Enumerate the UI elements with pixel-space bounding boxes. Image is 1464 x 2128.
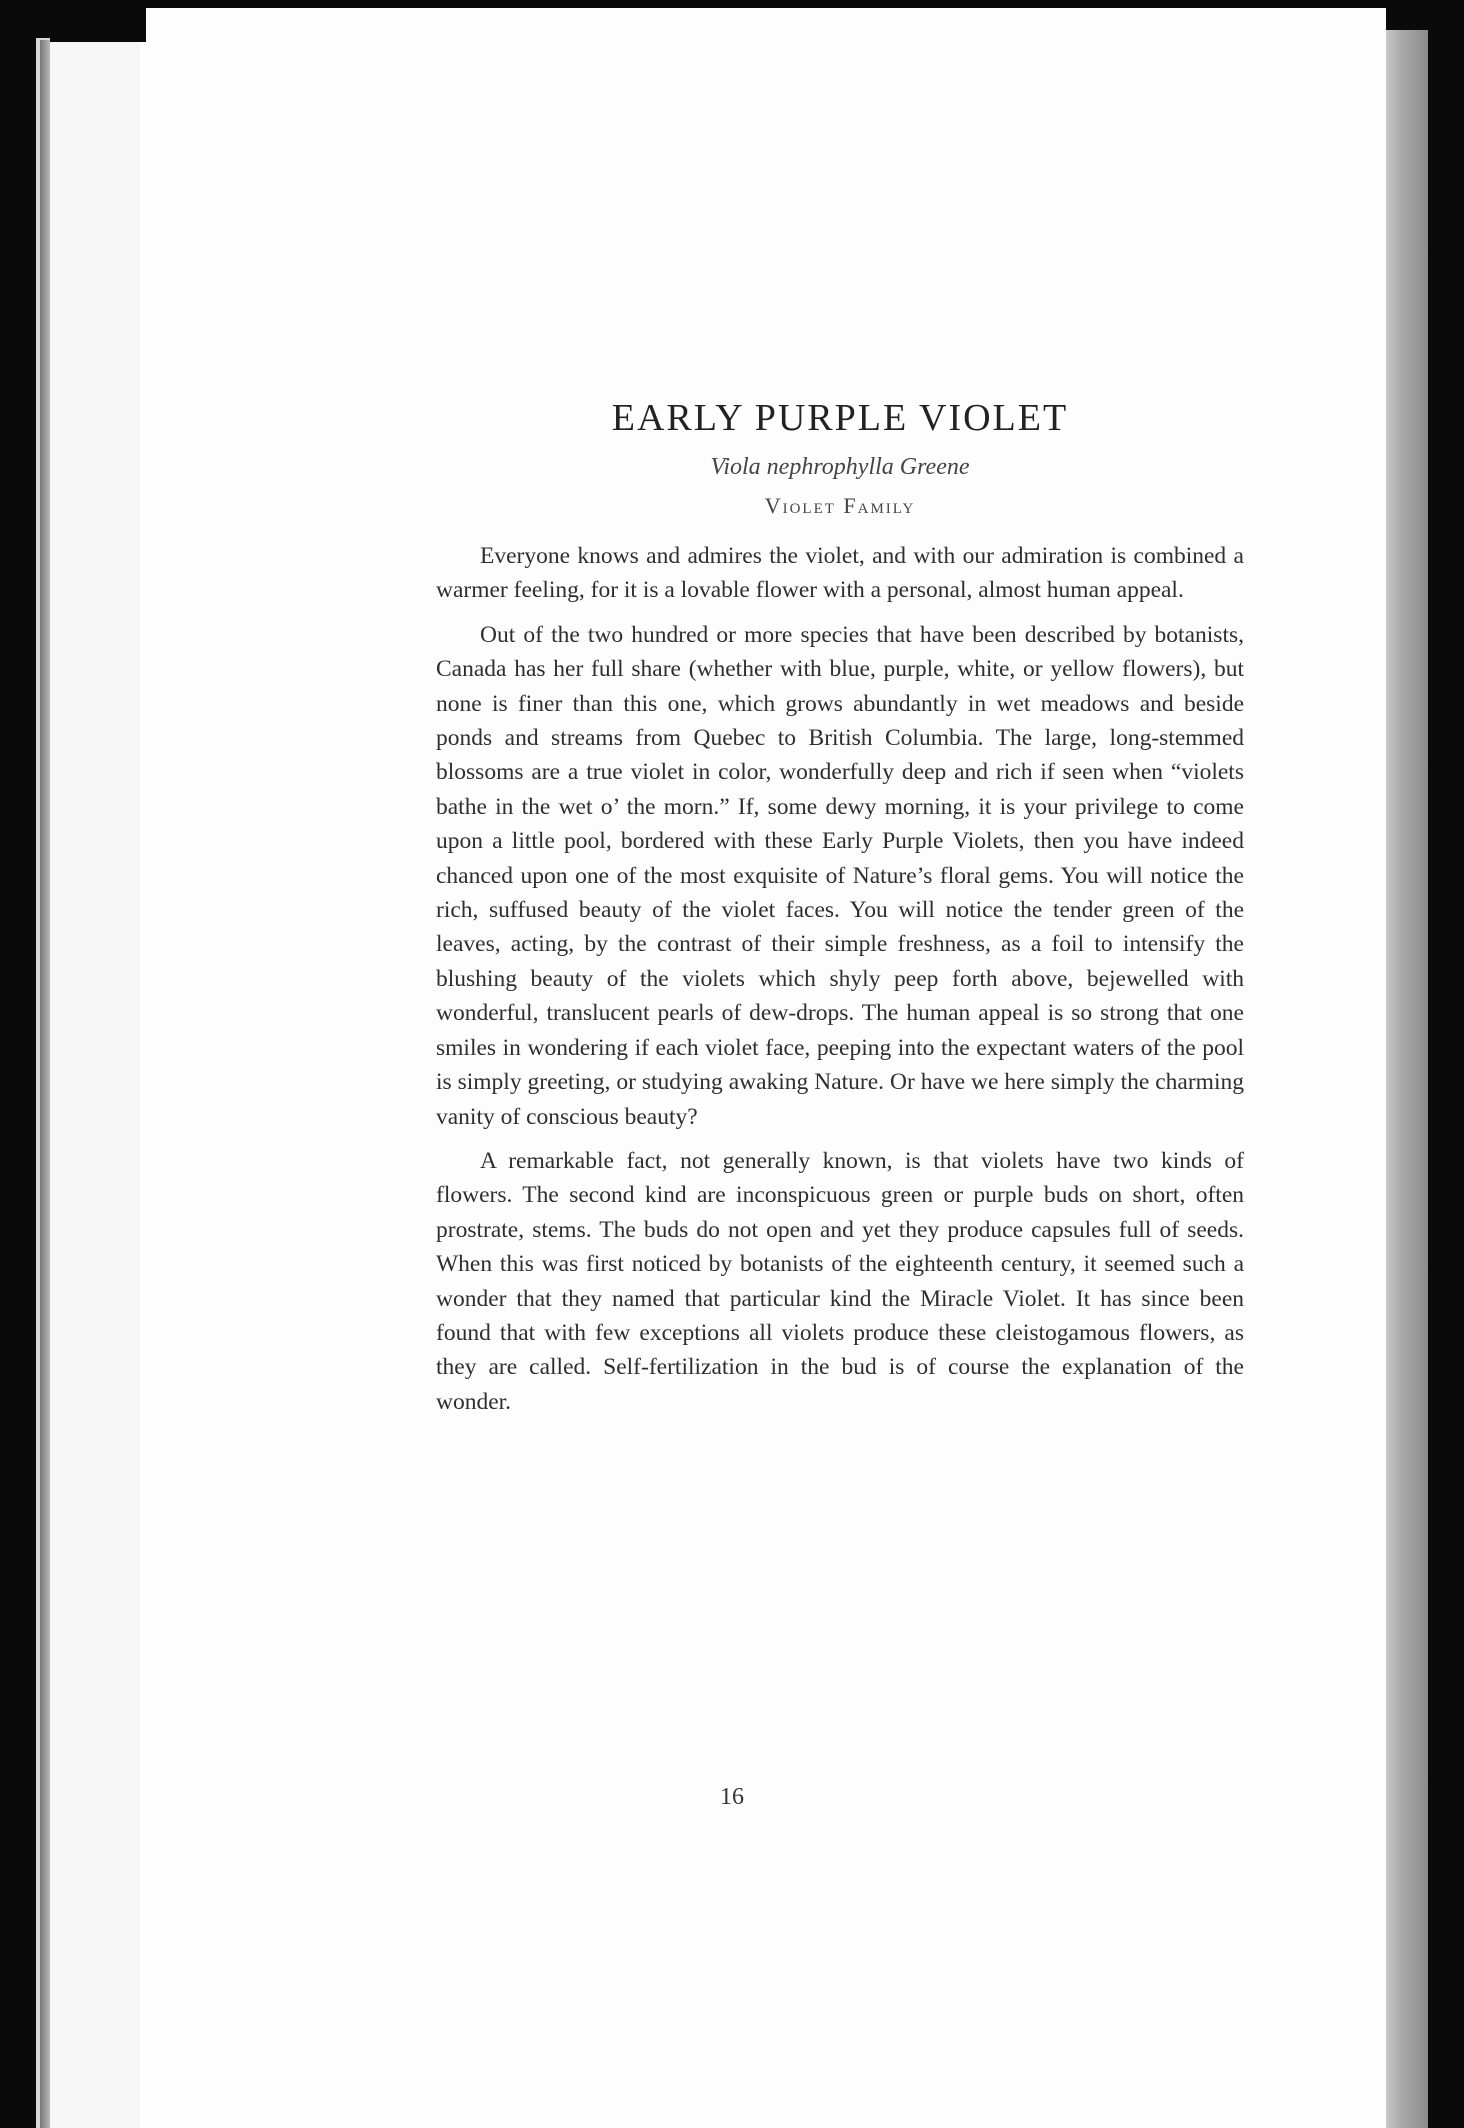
plant-family: Violet Family: [764, 493, 916, 518]
article-title: EARLY PURPLE VIOLET: [611, 397, 1069, 439]
page-stack-edge: [1380, 30, 1428, 2128]
scan-border: [50, 8, 146, 42]
paragraph-intro: Everyone knows and admires the violet, and with our admiration is combined a warmer feeling, for it is a lovable flower with a personal, almost human appeal.: [436, 543, 1244, 604]
scientific-name: Viola nephrophylla Greene: [710, 454, 970, 480]
paragraph-description: Out of the two hundred or more species that have been described by botanists, Canada has her full share (whether with blue, purple, white, or yellow flowers), but none is finer than this one, which grows abundantly in wet meadows and beside ponds and streams from Quebec to British Columbia. The large, long-stemmed blossoms are a true violet in color, wonderfully deep and rich if seen when “violets bathe in the wet o’ the morn.” If, some dewy morning, it is your privilege to come upon a little pool, bordered with these Early Purple Violets, then you have indeed chanced upon one of the most exquisite of Nature’s floral gems. You will notice the rich, suffused beauty of the violet faces. You will notice the tender green of the leaves, acting, by the contrast of their simple freshness, as a foil to intensify the blushing beauty of the violets which shyly peep forth above, bejewelled with wonderful, translucent pearls of dew-drops. The human appeal is so strong that one smiles in wondering if each violet face, peeping into the expectant waters of the pool is simply greeting, or studying awaking Nature. Or have we here simply the charming vanity of conscious beauty?: [436, 621, 1244, 1130]
binding-shadow: [40, 40, 50, 2128]
paragraph-cleistogamy: A remarkable fact, not generally known, is that violets have two kinds of flowers. The second kind are inconspicuous green or purple buds on short, often prostrate, stems. The buds do not open and yet they produce capsules full of seeds. When this was first noticed by botanists of the eighteenth century, it seemed such a wonder that they named that particular kind the Miracle Violet. It has since been found that with few exceptions all violets produce these cleistogamous flowers, as they are called. Self-fertilization in the bud is of course the explanation of the wonder.: [436, 1147, 1244, 1415]
article-body: [436, 396, 1244, 1429]
page-number: 16: [720, 1784, 744, 1810]
